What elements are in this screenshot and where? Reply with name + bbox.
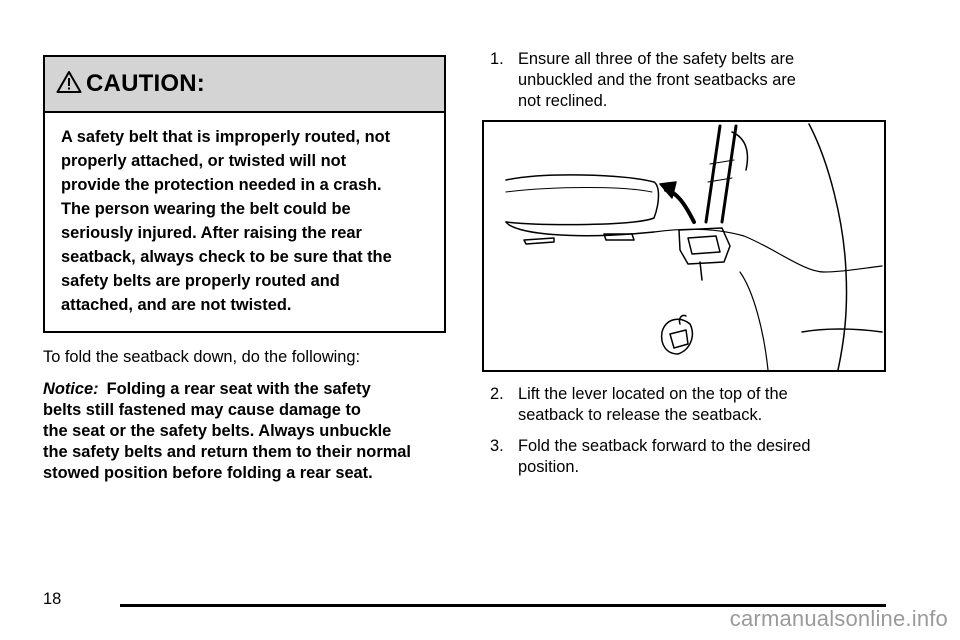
- notice-line: stowed position before folding a rear seat.: [43, 464, 373, 482]
- fold-intro: To fold the seatback down, do the following:: [43, 348, 361, 366]
- caution-line: A safety belt that is improperly routed, not: [61, 128, 391, 146]
- list-item-step-1: [490, 49, 890, 112]
- left-column: [43, 55, 447, 484]
- belt-buckle: [662, 319, 693, 354]
- steps-list-continued: [490, 384, 890, 478]
- step-number: 3.: [490, 437, 504, 455]
- step-line: Fold the seatback forward to the desired: [518, 437, 811, 455]
- caution-line: The person wearing the belt could be: [61, 200, 351, 218]
- step-number: 1.: [490, 50, 504, 68]
- caution-line: attached, and are not twisted.: [61, 296, 292, 314]
- lever-housing: [679, 228, 730, 264]
- caution-line: safety belts are properly routed and: [61, 272, 340, 290]
- seat-lever-illustration: [484, 122, 884, 370]
- caution-line: seriously injured. After raising the rear: [61, 224, 362, 242]
- step-text: [518, 436, 890, 478]
- notice-line: belts still fastened may cause damage to: [43, 401, 361, 419]
- caution-line: seatback, always check to be sure that the: [61, 248, 392, 266]
- seatback-illustration: [482, 120, 886, 372]
- page-number: 18: [43, 590, 62, 608]
- list-item-step-2: [490, 384, 890, 426]
- step-line: not reclined.: [518, 92, 608, 110]
- step-number: 2.: [490, 385, 504, 403]
- caution-line: properly attached, or twisted will not: [61, 152, 347, 170]
- caution-text: [45, 113, 444, 331]
- warning-triangle-icon: [56, 70, 82, 94]
- right-column: [490, 49, 890, 478]
- caution-line: provide the protection needed in a crash.: [61, 176, 382, 194]
- step-text: [518, 384, 890, 426]
- watermark: carmanualsonline.info: [729, 606, 948, 631]
- notice-line: Folding a rear seat with the safety: [106, 380, 371, 398]
- caution-title: CAUTION:: [86, 70, 205, 97]
- notice-paragraph: [43, 379, 447, 484]
- caution-header: [45, 57, 444, 113]
- step-text: [518, 49, 890, 112]
- seatback-top-shape: [506, 175, 659, 225]
- notice-line: the seat or the safety belts. Always unbuckle: [43, 422, 392, 440]
- steps-list: [490, 49, 890, 112]
- step-line: unbuckled and the front seatbacks are: [518, 71, 796, 89]
- step-line: seatback to release the seatback.: [518, 406, 763, 424]
- step-line: Lift the lever located on the top of the: [518, 385, 788, 403]
- step-line: position.: [518, 458, 580, 476]
- caution-box: [43, 55, 446, 333]
- step-line: Ensure all three of the safety belts are: [518, 50, 795, 68]
- list-item-step-3: [490, 436, 890, 478]
- notice-label: Notice:: [43, 380, 99, 398]
- notice-line: the safety belts and return them to their normal: [43, 443, 411, 461]
